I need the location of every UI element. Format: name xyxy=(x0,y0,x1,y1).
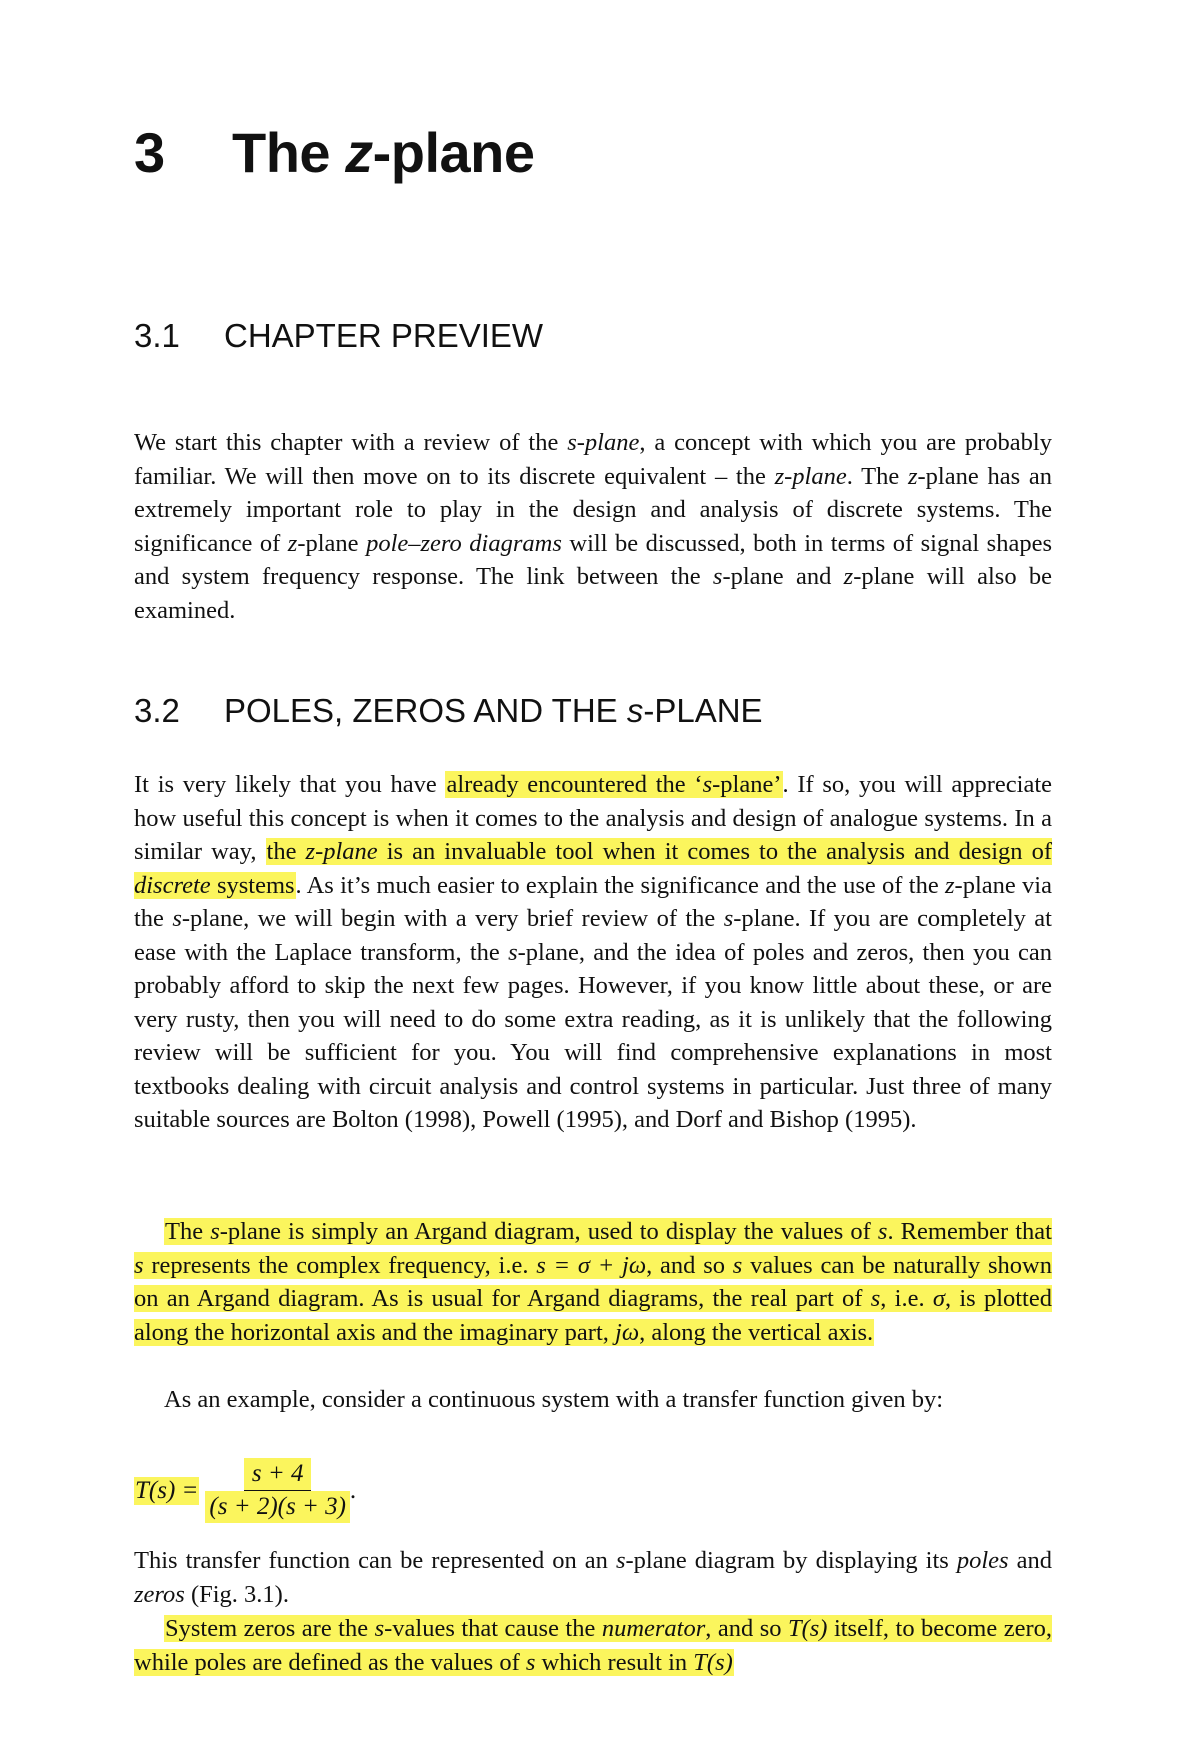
equation-denominator: (s + 2)(s + 3) xyxy=(205,1491,350,1523)
paragraph-argand xyxy=(134,1215,1052,1349)
paragraph-pole-zero-diagram: This transfer function can be represented on an s-plane diagram by displaying its poles and zeros (Fig. 3.1). xyxy=(134,1547,1052,1608)
section-number: 3.2 xyxy=(134,692,180,729)
section-number: 3.1 xyxy=(134,317,180,354)
highlight: The s-plane is simply an Argand diagram, used to display the values of s. Remember that s represents the complex frequency, i.e. s = σ + jω, and so s values can be naturally shown on an Argand diagram. As is usual for Argand diagrams, the real part of s, i.e. σ, is plotted along the horizontal axis and the imaginary part, jω, along the vertical axis. xyxy=(134,1218,1052,1346)
chapter-title-variable: z xyxy=(345,121,373,184)
transfer-function-equation xyxy=(134,1458,356,1523)
equation-punctuation: . xyxy=(349,1476,357,1504)
paragraph-example: As an example, consider a continuous system with a transfer function given by: xyxy=(164,1386,944,1413)
equation-lhs: T(s) = xyxy=(135,1476,199,1504)
chapter-title-text: The xyxy=(232,121,346,184)
paragraph-s-plane-intro: It is very likely that you have already encountered the ‘s-plane’. If so, you will appreciate how useful this concept is when it comes to the analysis and design of analogue systems. In a similar way, the z-plane is an invaluable tool when it comes to the analysis and design of discrete systems. As it’s much easier to explain the significance and the use of the z-plane via the s-plane, we will begin with a very brief review of the s-plane. If you are completely at ease with the Laplace transform, the s-plane, and the idea of poles and zeros, then you can probably afford to skip the next few pages. However, if you know little about these, or are very rusty, then you will need to do some extra reading, as it is unlikely that the following review will be sufficient for you. You will find comprehensive explanations in most textbooks dealing with circuit analysis and control systems in particular. Just three of many suitable sources are Bolton (1998), Powell (1995), and Dorf and Bishop (1995). xyxy=(134,771,1053,1133)
chapter-title xyxy=(134,118,535,188)
equation-numerator: s + 4 xyxy=(244,1458,312,1491)
section-heading-3-2 xyxy=(134,691,763,731)
paragraph-chapter-preview: We start this chapter with a review of the s-plane, a concept with which you are probably familiar. We will then move on to its discrete equivalent – the z-plane. The z-plane has an extremely important role to play in the design and analysis of discrete systems. The significance of z-plane pole–zero diagrams will be discussed, both in terms of signal shapes and system frequency response. The link between the s-plane and z-plane will also be examined. xyxy=(134,429,1052,624)
highlight: System zeros are the s-values that cause the numerator, and so T(s) itself, to become zero, while poles are defined as the values of s which result in T(s) xyxy=(134,1615,1052,1676)
section-title: POLES, ZEROS AND THE xyxy=(224,692,627,729)
highlight: the z-plane is an invaluable tool when it comes to the analysis and design of discrete systems xyxy=(134,838,1053,899)
section-title-suffix: -PLANE xyxy=(643,692,763,729)
equation-fraction xyxy=(205,1458,350,1523)
section-title-variable: s xyxy=(626,692,644,729)
chapter-number: 3 xyxy=(134,121,165,184)
paragraph-zeros-poles xyxy=(134,1612,1052,1679)
chapter-title-suffix: -plane xyxy=(372,121,535,184)
highlight: already encountered the ‘s-plane’ xyxy=(446,771,782,798)
section-title: CHAPTER PREVIEW xyxy=(224,317,544,354)
section-heading-3-1 xyxy=(134,316,543,356)
